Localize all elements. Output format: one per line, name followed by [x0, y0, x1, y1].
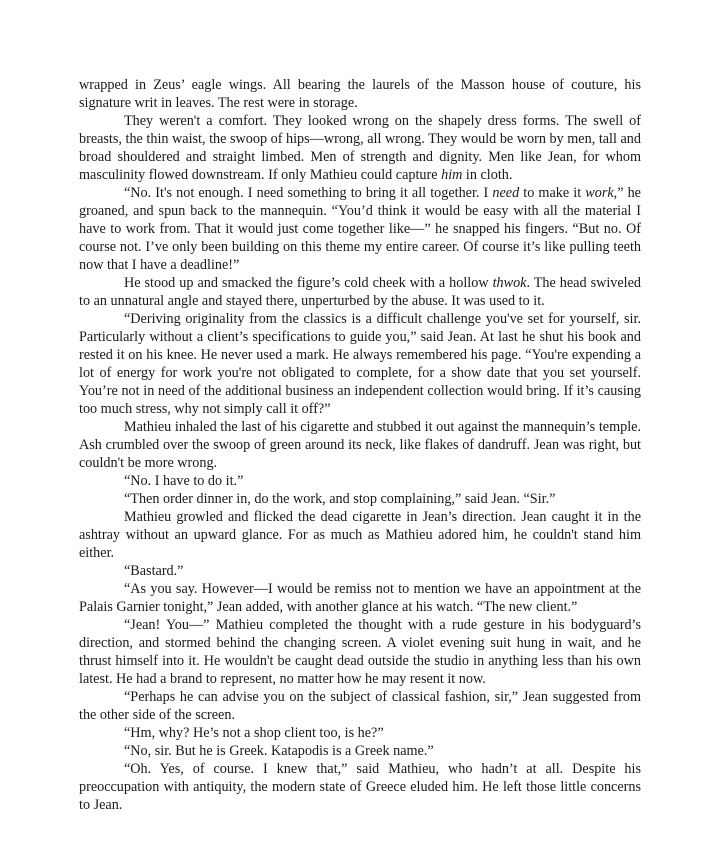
text-segment: “As you say. However—I would be remiss not to mention we have an appointment at the Palais Garnier tonight,” Jean added, with another glance at his watch. “The new client.” — [79, 581, 641, 615]
paragraph — [79, 490, 641, 508]
paragraph — [79, 472, 641, 490]
text-segment: ,” he groaned, and spun back to the mannequin. “You’d think it would be easy with all the material I have to work from. That it would just come together like—” he snapped his fingers. “But no. Of course not. I’ve only been building on this theme my entire career. Of course it’s like pulling teeth now that I have a deadline!” — [79, 185, 641, 273]
text-segment: They weren't a comfort. They looked wrong on the shapely dress forms. The swell of breasts, the thin waist, the swoop of hips—wrong, all wrong. They would be worn by men, tall and broad shouldered and straight limbed. Men of strength and dignity. Men like Jean, for whom masculinity flowed downstream. If only Mathieu could capture — [79, 113, 641, 183]
text-segment: . The head swiveled to an unnatural angle and stayed there, unperturbed by the abuse. It was used to it. — [79, 275, 641, 309]
text-segment: Mathieu inhaled the last of his cigarette and stubbed it out against the mannequin’s temple. Ash crumbled over the swoop of green around its neck, like flakes of dandruff. Jean was right, but couldn't be more wrong. — [79, 419, 641, 471]
paragraph — [79, 616, 641, 688]
paragraph — [79, 76, 641, 112]
text-segment: “Hm, why? He’s not a shop client too, is he?” — [124, 725, 384, 741]
text-segment: wrapped in Zeus’ eagle wings. All bearing the laurels of the Masson house of couture, his signature writ in leaves. The rest were in storage. — [79, 77, 641, 111]
text-segment: “Jean! You—” Mathieu completed the thought with a rude gesture in his bodyguard’s direction, and stormed behind the changing screen. A violet evening suit hung in wait, and he thrust himself into it. He wouldn't be caught dead outside the studio in anything less than his own latest. He had a brand to represent, no matter how he may resent it now. — [79, 617, 641, 687]
text-segment: Mathieu growled and flicked the dead cigarette in Jean’s direction. Jean caught it in the ashtray without an upward glance. For as much as Mathieu adored him, he couldn't stand him either. — [79, 509, 641, 561]
text-segment: “Then order dinner in, do the work, and stop complaining,” said Jean. “Sir.” — [124, 491, 556, 507]
text-segment: “Deriving originality from the classics is a difficult challenge you've set for yourself, sir. Particularly without a client’s specifications to guide you,” said Jean. At last he shut his book and rested it on his knee. He never used a mark. He always remembered his page. “You're expending a lot of energy for work you're not obligated to complete, for a show date that you set yourself. You’re not in need of the additional business an independent collection would bring. If it’s causing too much stress, why not simply call it off?” — [79, 311, 641, 417]
paragraph — [79, 742, 641, 760]
text-segment: “Oh. Yes, of course. I knew that,” said Mathieu, who hadn’t at all. Despite his preoccupation with antiquity, the modern state of Greece eluded him. He left those little concerns to Jean. — [79, 761, 641, 813]
text-segment: “No. It's not enough. I need something to bring it all together. I — [124, 185, 493, 201]
paragraph — [79, 112, 641, 184]
text-segment: “No, sir. But he is Greek. Katapodis is a Greek name.” — [124, 743, 434, 759]
paragraph — [79, 562, 641, 580]
paragraph — [79, 418, 641, 472]
paragraph — [79, 688, 641, 724]
document-page — [79, 76, 641, 814]
text-segment: “Bastard.” — [124, 563, 184, 579]
text-segment: He stood up and smacked the figure’s cold cheek with a hollow — [124, 275, 493, 291]
text-segment: in cloth. — [462, 167, 513, 183]
italic-text: thwok — [492, 275, 527, 291]
italic-text: him — [441, 167, 463, 183]
paragraph — [79, 724, 641, 742]
paragraph — [79, 274, 641, 310]
paragraph — [79, 184, 641, 274]
paragraph — [79, 580, 641, 616]
text-segment: “No. I have to do it.” — [124, 473, 244, 489]
paragraph — [79, 310, 641, 418]
italic-text: need — [492, 185, 520, 201]
text-segment: to make it — [519, 185, 586, 201]
italic-text: work — [585, 185, 614, 201]
text-segment: “Perhaps he can advise you on the subject of classical fashion, sir,” Jean suggested from the other side of the screen. — [79, 689, 641, 723]
paragraph — [79, 508, 641, 562]
paragraph — [79, 760, 641, 814]
